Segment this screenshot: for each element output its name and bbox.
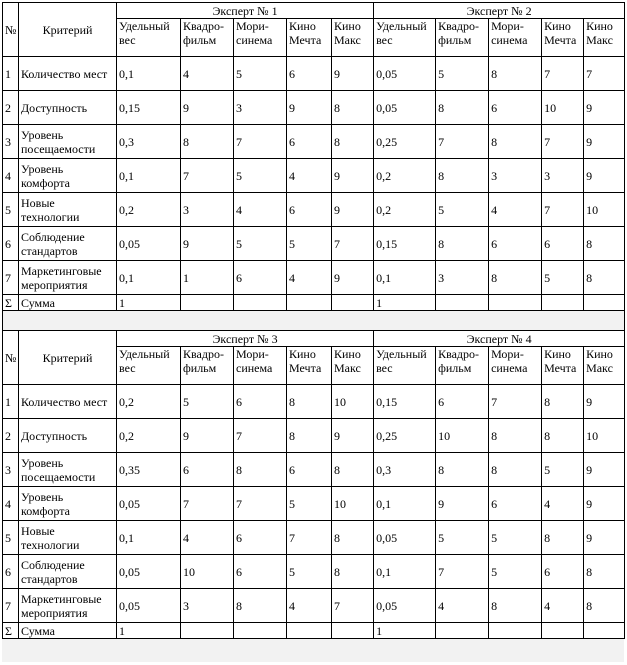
cell: 0,05 xyxy=(374,589,436,623)
cell: 0,1 xyxy=(374,487,436,521)
expert-2-title: Эксперт № 2 xyxy=(374,3,625,19)
cell: 9 xyxy=(584,453,625,487)
cell: 9 xyxy=(181,227,234,261)
row-num: 1 xyxy=(3,57,19,91)
cell: 9 xyxy=(332,419,374,453)
cell: 1 xyxy=(181,261,234,295)
cell: 8 xyxy=(584,261,625,295)
cell: 7 xyxy=(234,419,287,453)
cell: 0,2 xyxy=(117,193,181,227)
header-maks: Кино Макс xyxy=(584,19,625,57)
cell: 7 xyxy=(584,57,625,91)
cell: 4 xyxy=(542,487,584,521)
cell: 0,3 xyxy=(117,125,181,159)
sum-label: Сумма xyxy=(19,295,117,311)
cell: 0,1 xyxy=(374,261,436,295)
row-num: 5 xyxy=(3,521,19,555)
cell: 4 xyxy=(181,57,234,91)
cell: 4 xyxy=(181,521,234,555)
cell: 8 xyxy=(489,419,542,453)
cell: 7 xyxy=(436,125,489,159)
cell: 0,15 xyxy=(374,227,436,261)
cell: 9 xyxy=(332,261,374,295)
cell: 7 xyxy=(181,159,234,193)
expert-evaluation-table xyxy=(2,2,625,639)
cell: 5 xyxy=(234,159,287,193)
cell: 10 xyxy=(584,193,625,227)
cell: 0,05 xyxy=(117,589,181,623)
cell: 0,2 xyxy=(117,385,181,419)
sum-symbol: Σ xyxy=(3,623,19,639)
row-criterion: Новые технологии xyxy=(19,193,117,227)
row-criterion: Уровень комфорта xyxy=(19,487,117,521)
header-kvadro: Квадро-фильм xyxy=(181,347,234,385)
row-criterion: Маркетинговые мероприятия xyxy=(19,261,117,295)
cell: 9 xyxy=(287,91,332,125)
table-row xyxy=(3,227,625,261)
cell: 9 xyxy=(181,419,234,453)
table-row xyxy=(3,193,625,227)
cell: 6 xyxy=(542,555,584,589)
cell: 5 xyxy=(181,385,234,419)
header-weight: Удельный вес xyxy=(374,347,436,385)
cell: 8 xyxy=(332,555,374,589)
cell: 8 xyxy=(489,125,542,159)
cell: 5 xyxy=(436,193,489,227)
header-maks: Кино Макс xyxy=(332,347,374,385)
cell: 8 xyxy=(489,57,542,91)
cell: 8 xyxy=(542,419,584,453)
cell: 5 xyxy=(436,521,489,555)
cell: 6 xyxy=(489,227,542,261)
cell: 3 xyxy=(234,91,287,125)
cell: 7 xyxy=(542,193,584,227)
table-row xyxy=(3,125,625,159)
cell: 0,05 xyxy=(117,227,181,261)
cell: 8 xyxy=(332,521,374,555)
cell: 8 xyxy=(332,91,374,125)
cell: 6 xyxy=(287,193,332,227)
cell: 9 xyxy=(332,159,374,193)
cell: 5 xyxy=(436,57,489,91)
cell: 0,05 xyxy=(374,91,436,125)
cell: 0,1 xyxy=(117,57,181,91)
cell: 6 xyxy=(489,91,542,125)
cell: 8 xyxy=(584,555,625,589)
cell: 5 xyxy=(542,453,584,487)
cell: 7 xyxy=(332,227,374,261)
block-separator xyxy=(3,311,625,331)
cell: 7 xyxy=(542,125,584,159)
cell: 8 xyxy=(436,159,489,193)
row-num: 2 xyxy=(3,91,19,125)
sum-value: 1 xyxy=(374,295,436,311)
cell: 0,25 xyxy=(374,125,436,159)
header-mori: Мори-синема xyxy=(489,19,542,57)
header-kvadro: Квадро-фильм xyxy=(436,347,489,385)
row-criterion: Количество мест xyxy=(19,385,117,419)
cell: 4 xyxy=(287,159,332,193)
row-num: 7 xyxy=(3,589,19,623)
cell: 8 xyxy=(584,227,625,261)
cell: 5 xyxy=(234,227,287,261)
cell: 0,1 xyxy=(117,261,181,295)
cell: 4 xyxy=(542,589,584,623)
cell: 10 xyxy=(542,91,584,125)
expert-1-title: Эксперт № 1 xyxy=(117,3,374,19)
cell: 8 xyxy=(489,589,542,623)
header-num: № xyxy=(3,331,19,385)
cell: 0,1 xyxy=(117,521,181,555)
cell: 8 xyxy=(436,91,489,125)
row-num: 3 xyxy=(3,125,19,159)
cell: 8 xyxy=(287,419,332,453)
row-criterion: Уровень комфорта xyxy=(19,159,117,193)
table-row xyxy=(3,487,625,521)
cell: 6 xyxy=(436,385,489,419)
cell: 8 xyxy=(332,453,374,487)
cell: 0,15 xyxy=(374,385,436,419)
cell: 6 xyxy=(181,453,234,487)
row-num: 1 xyxy=(3,385,19,419)
cell: 8 xyxy=(542,385,584,419)
cell: 3 xyxy=(436,261,489,295)
cell: 6 xyxy=(489,487,542,521)
cell: 6 xyxy=(287,453,332,487)
cell: 3 xyxy=(489,159,542,193)
cell: 0,1 xyxy=(117,159,181,193)
cell: 4 xyxy=(287,261,332,295)
table-row xyxy=(3,419,625,453)
header-mechta: Кино Мечта xyxy=(542,347,584,385)
cell: 4 xyxy=(234,193,287,227)
cell: 8 xyxy=(489,453,542,487)
row-criterion: Уровень посещаемости xyxy=(19,453,117,487)
row-criterion: Уровень посещаемости xyxy=(19,125,117,159)
cell: 7 xyxy=(489,385,542,419)
cell: 0,05 xyxy=(374,57,436,91)
cell: 10 xyxy=(436,419,489,453)
cell: 9 xyxy=(436,487,489,521)
cell: 7 xyxy=(332,589,374,623)
cell: 3 xyxy=(542,159,584,193)
table-row xyxy=(3,261,625,295)
expert-4-title: Эксперт № 4 xyxy=(374,331,625,347)
header-criterion: Критерий xyxy=(19,331,117,385)
row-num: 4 xyxy=(3,487,19,521)
cell: 5 xyxy=(287,227,332,261)
cell: 10 xyxy=(332,487,374,521)
cell: 8 xyxy=(287,385,332,419)
header-weight: Удельный вес xyxy=(117,347,181,385)
table-row xyxy=(3,521,625,555)
cell: 5 xyxy=(234,57,287,91)
header-weight: Удельный вес xyxy=(117,19,181,57)
cell: 0,05 xyxy=(374,521,436,555)
cell: 8 xyxy=(584,589,625,623)
table-row xyxy=(3,57,625,91)
cell: 8 xyxy=(542,521,584,555)
cell: 10 xyxy=(332,385,374,419)
cell: 6 xyxy=(287,125,332,159)
row-criterion: Количество мест xyxy=(19,57,117,91)
cell: 9 xyxy=(584,91,625,125)
row-criterion: Доступность xyxy=(19,91,117,125)
cell: 0,05 xyxy=(117,555,181,589)
cell: 7 xyxy=(234,125,287,159)
header-mori: Мори-синема xyxy=(234,19,287,57)
cell: 8 xyxy=(234,453,287,487)
table-row xyxy=(3,159,625,193)
table-row xyxy=(3,385,625,419)
expert-evaluation-document xyxy=(2,2,624,662)
header-maks: Кино Макс xyxy=(332,19,374,57)
header-mori: Мори-синема xyxy=(234,347,287,385)
header-weight: Удельный вес xyxy=(374,19,436,57)
cell: 3 xyxy=(181,193,234,227)
cell: 6 xyxy=(287,57,332,91)
header-mechta: Кино Мечта xyxy=(542,19,584,57)
cell: 5 xyxy=(489,555,542,589)
sum-value: 1 xyxy=(117,623,181,639)
cell: 4 xyxy=(436,589,489,623)
cell: 7 xyxy=(436,555,489,589)
sum-value: 1 xyxy=(117,295,181,311)
row-num: 5 xyxy=(3,193,19,227)
cell: 8 xyxy=(436,453,489,487)
cell: 0,1 xyxy=(374,555,436,589)
cell: 4 xyxy=(489,193,542,227)
table-row xyxy=(3,589,625,623)
sum-row xyxy=(3,295,625,311)
row-criterion: Доступность xyxy=(19,419,117,453)
cell: 5 xyxy=(287,555,332,589)
sum-value: 1 xyxy=(374,623,436,639)
cell: 6 xyxy=(234,555,287,589)
row-num: 6 xyxy=(3,227,19,261)
cell: 8 xyxy=(489,261,542,295)
cell: 0,05 xyxy=(117,487,181,521)
expert-3-title: Эксперт № 3 xyxy=(117,331,374,347)
table-row xyxy=(3,555,625,589)
header-kvadro: Квадро-фильм xyxy=(181,19,234,57)
cell: 8 xyxy=(332,125,374,159)
header-mori: Мори-синема xyxy=(489,347,542,385)
cell: 6 xyxy=(234,385,287,419)
cell: 6 xyxy=(234,521,287,555)
cell: 10 xyxy=(584,419,625,453)
cell: 5 xyxy=(489,521,542,555)
cell: 5 xyxy=(287,487,332,521)
header-maks: Кино Макс xyxy=(584,347,625,385)
cell: 10 xyxy=(181,555,234,589)
row-num: 4 xyxy=(3,159,19,193)
cell: 0,15 xyxy=(117,91,181,125)
cell: 5 xyxy=(542,261,584,295)
cell: 9 xyxy=(332,193,374,227)
cell: 9 xyxy=(584,159,625,193)
cell: 0,2 xyxy=(374,159,436,193)
row-criterion: Соблюдение стандартов xyxy=(19,555,117,589)
header-num: № xyxy=(3,3,19,57)
row-criterion: Новые технологии xyxy=(19,521,117,555)
sum-row xyxy=(3,623,625,639)
row-num: 3 xyxy=(3,453,19,487)
cell: 8 xyxy=(181,125,234,159)
sum-label: Сумма xyxy=(19,623,117,639)
header-mechta: Кино Мечта xyxy=(287,347,332,385)
row-num: 7 xyxy=(3,261,19,295)
cell: 8 xyxy=(436,227,489,261)
cell: 9 xyxy=(332,57,374,91)
cell: 7 xyxy=(234,487,287,521)
cell: 4 xyxy=(287,589,332,623)
header-mechta: Кино Мечта xyxy=(287,19,332,57)
table-row xyxy=(3,91,625,125)
cell: 9 xyxy=(181,91,234,125)
cell: 0,2 xyxy=(117,419,181,453)
cell: 9 xyxy=(584,487,625,521)
cell: 9 xyxy=(584,521,625,555)
header-criterion: Критерий xyxy=(19,3,117,57)
row-criterion: Маркетинговые мероприятия xyxy=(19,589,117,623)
cell: 3 xyxy=(181,589,234,623)
sum-symbol: Σ xyxy=(3,295,19,311)
cell: 7 xyxy=(181,487,234,521)
row-num: 2 xyxy=(3,419,19,453)
cell: 0,35 xyxy=(117,453,181,487)
header-kvadro: Квадро-фильм xyxy=(436,19,489,57)
cell: 7 xyxy=(287,521,332,555)
cell: 0,3 xyxy=(374,453,436,487)
cell: 9 xyxy=(584,125,625,159)
cell: 6 xyxy=(234,261,287,295)
cell: 8 xyxy=(234,589,287,623)
cell: 6 xyxy=(542,227,584,261)
row-criterion: Соблюдение стандартов xyxy=(19,227,117,261)
table-row xyxy=(3,453,625,487)
cell: 9 xyxy=(584,385,625,419)
row-num: 6 xyxy=(3,555,19,589)
cell: 7 xyxy=(542,57,584,91)
cell: 0,2 xyxy=(374,193,436,227)
cell: 0,25 xyxy=(374,419,436,453)
